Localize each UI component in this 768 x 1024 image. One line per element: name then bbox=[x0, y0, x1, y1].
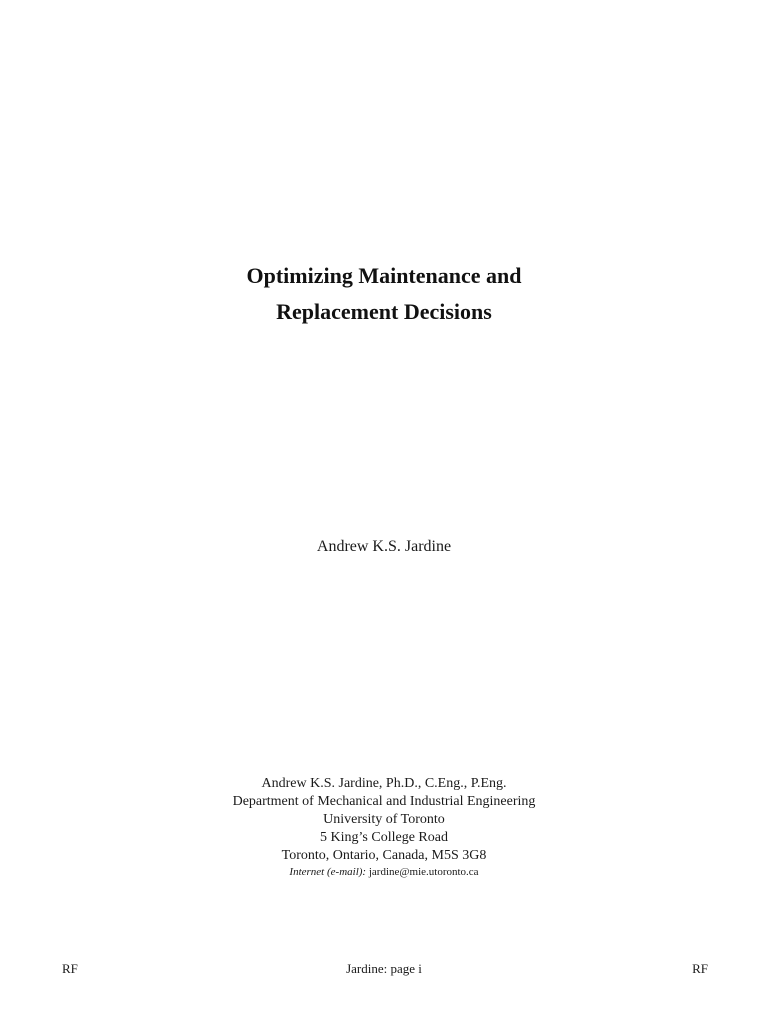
street-address: 5 King’s College Road bbox=[320, 830, 448, 845]
footer-right-text: RF bbox=[692, 961, 708, 976]
footer-page-number: Jardine: page i bbox=[346, 961, 422, 976]
title-line-2: Replacement Decisions bbox=[276, 299, 492, 324]
city-address: Toronto, Ontario, Canada, M5S 3G8 bbox=[281, 848, 487, 863]
department-name: Department of Mechanical and Industrial Engineering bbox=[232, 794, 536, 809]
email-line bbox=[0, 865, 768, 879]
university-name: University of Toronto bbox=[323, 812, 445, 827]
footer-left-text: RF bbox=[62, 961, 78, 976]
author-credentials: Andrew K.S. Jardine, Ph.D., C.Eng., P.Eng. bbox=[261, 776, 507, 791]
document-title bbox=[0, 258, 768, 330]
email-label: Internet (e-mail): bbox=[289, 866, 367, 878]
author-name: Andrew K.S. Jardine bbox=[316, 538, 452, 555]
email-address: jardine@mie.utoronto.ca bbox=[368, 866, 479, 878]
author-affiliation-block bbox=[0, 775, 768, 879]
title-line-1: Optimizing Maintenance and bbox=[246, 263, 522, 288]
